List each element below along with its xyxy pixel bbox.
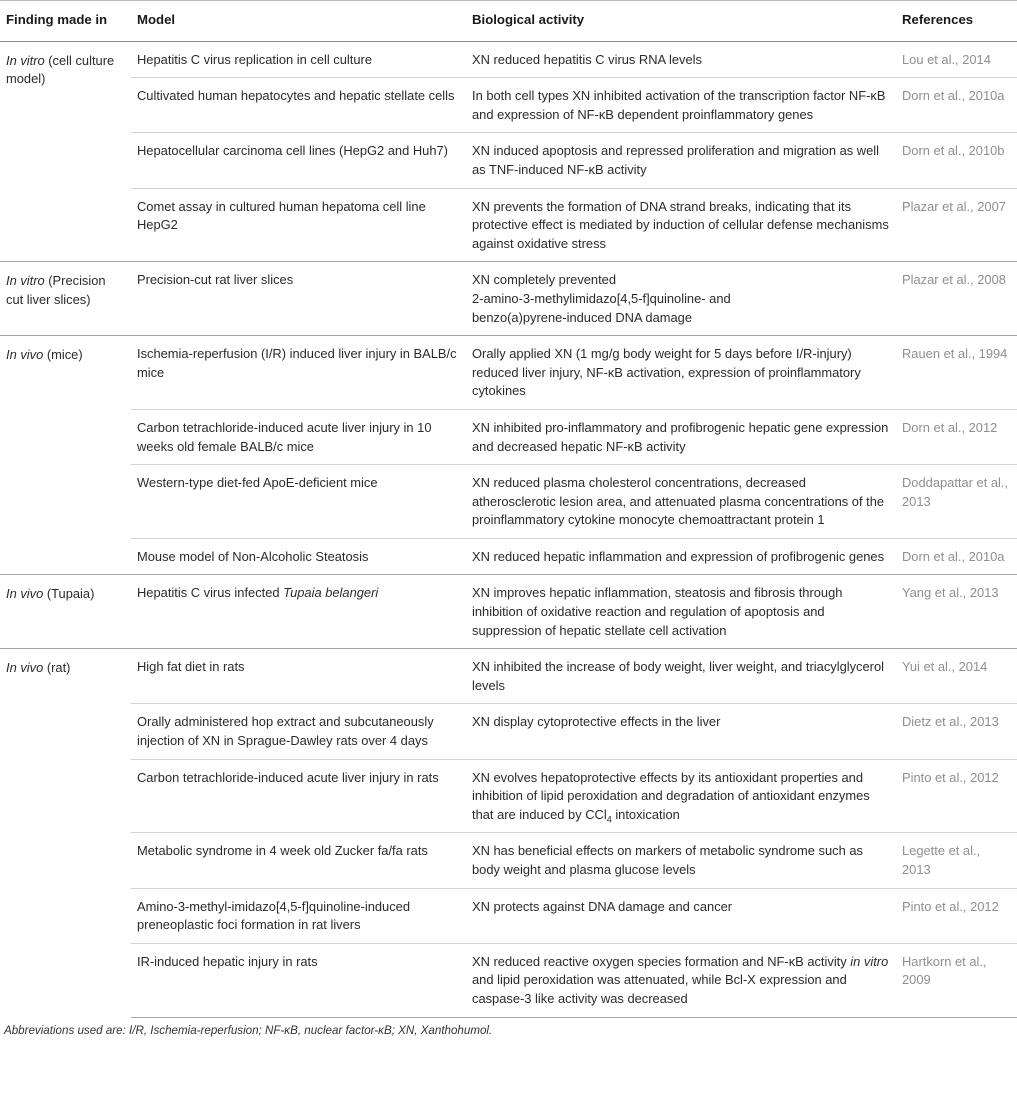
finding-italic: In vitro [6, 52, 45, 68]
reference-cell: Dorn et al., 2010a [896, 78, 1017, 133]
finding-italic: In vivo [6, 660, 44, 676]
reference-cell: Dietz et al., 2013 [896, 704, 1017, 759]
activity-cell: XN reduced plasma cholesterol concentrations, decreased atherosclerotic lesion area, and attenuated plasma concentrations of the proinflammatory cytokine monocyte chemoattractant protein 1 [466, 465, 896, 539]
reference-cell: Lou et al., 2014 [896, 41, 1017, 78]
model-text: Hepatitis C virus infected [137, 585, 284, 601]
activity-cell: XN prevents the formation of DNA strand breaks, indicating that its protective effect is mediated by induction of cellular defense mechanisms against oxidative stress [466, 188, 896, 262]
activity-cell: XN reduced hepatitis C virus RNA levels [466, 41, 896, 78]
reference-cell: Yang et al., 2013 [896, 575, 1017, 649]
finding-rest: (rat) [43, 660, 71, 676]
activity-line: 2-amino-3-methylimidazo[4,5-f]quinoline- and [472, 290, 731, 306]
header-activity: Biological activity [466, 1, 896, 42]
finding-italic: In vivo [6, 347, 44, 363]
model-cell: Hepatitis C virus replication in cell culture [131, 41, 466, 78]
reference-cell: Plazar et al., 2007 [896, 188, 1017, 262]
activity-cell: In both cell types XN inhibited activation of the transcription factor NF-κB and expression of NF-κB dependent proinflammatory genes [466, 78, 896, 133]
finding-rest: (Tupaia) [43, 586, 95, 602]
finding-italic: In vitro [6, 273, 45, 289]
model-cell: Amino-3-methyl-imidazo[4,5-f]quinoline-induced preneoplastic foci formation in rat livers [131, 888, 466, 943]
header-references: References [896, 1, 1017, 42]
model-cell: High fat diet in rats [131, 649, 466, 704]
activity-cell: XN display cytoprotective effects in the liver [466, 704, 896, 759]
finding-cell [0, 41, 131, 262]
activity-cell: XN inhibited pro-inflammatory and profibrogenic hepatic gene expression and decreased hepatic NF-κB activity [466, 409, 896, 464]
activity-line: benzo(a)pyrene-induced DNA damage [472, 309, 692, 325]
activity-cell: XN reduced hepatic inflammation and expression of profibrogenic genes [466, 538, 896, 575]
finding-cell [0, 575, 131, 649]
reference-cell: Dorn et al., 2010b [896, 133, 1017, 188]
activity-text: and lipid peroxidation was attenuated, while Bcl-X expression and caspase-3 like activity was decreased [472, 972, 847, 1006]
reference-cell: Pinto et al., 2012 [896, 759, 1017, 833]
table-row [0, 78, 1017, 133]
subscript: 4 [606, 814, 612, 825]
reference-cell: Pinto et al., 2012 [896, 888, 1017, 943]
finding-rest: (cell culture model) [6, 52, 115, 87]
model-cell: Metabolic syndrome in 4 week old Zucker fa/fa rats [131, 833, 466, 888]
activity-cell: XN protects against DNA damage and cancer [466, 888, 896, 943]
activity-cell: XN has beneficial effects on markers of metabolic syndrome such as body weight and plasma glucose levels [466, 833, 896, 888]
activity-text: intoxication [611, 806, 680, 822]
header-model: Model [131, 1, 466, 42]
activity-cell: XN improves hepatic inflammation, steatosis and fibrosis through inhibition of oxidative reaction and regulation of apoptosis and suppression of hepatic stellate cell activation [466, 575, 896, 649]
model-cell [131, 575, 466, 649]
reference-cell: Yui et al., 2014 [896, 649, 1017, 704]
model-cell: Comet assay in cultured human hepatoma cell line HepG2 [131, 188, 466, 262]
finding-rest: (mice) [43, 347, 83, 363]
activity-cell [466, 759, 896, 833]
model-cell: IR-induced hepatic injury in rats [131, 943, 466, 1017]
reference-cell: Doddapattar et al., 2013 [896, 465, 1017, 539]
table-row [0, 943, 1017, 1017]
reference-cell: Hartkorn et al., 2009 [896, 943, 1017, 1017]
reference-cell: Legette et al., 2013 [896, 833, 1017, 888]
model-cell: Hepatocellular carcinoma cell lines (HepG2 and Huh7) [131, 133, 466, 188]
finding-italic: In vivo [6, 586, 44, 602]
model-cell: Carbon tetrachloride-induced acute liver injury in rats [131, 759, 466, 833]
table-footnote: Abbreviations used are: I/R, Ischemia-reperfusion; NF-κB, nuclear factor-κB; XN, Xanthohumol. [4, 1023, 493, 1037]
finding-cell [0, 336, 131, 575]
activity-cell: Orally applied XN (1 mg/g body weight for 5 days before I/R-injury) reduced liver injury, NF-κB activation, expression of proinflammatory cytokines [466, 336, 896, 410]
activity-cell: XN induced apoptosis and repressed proliferation and migration as well as TNF-induced NF-κB activity [466, 133, 896, 188]
activity-italic: in vitro [850, 953, 889, 969]
model-species: Tupaia belangeri [283, 585, 379, 601]
finding-cell [0, 262, 131, 336]
model-cell: Mouse model of Non-Alcoholic Steatosis [131, 538, 466, 575]
header-finding: Finding made in [0, 1, 131, 42]
activity-cell [466, 943, 896, 1017]
table-row [0, 262, 1017, 336]
table-row [0, 409, 1017, 464]
reference-cell: Plazar et al., 2008 [896, 262, 1017, 336]
finding-cell [0, 649, 131, 1017]
activity-cell [466, 262, 896, 336]
activity-text: XN reduced reactive oxygen species formation and NF-κB activity [472, 953, 851, 969]
model-cell: Cultivated human hepatocytes and hepatic stellate cells [131, 78, 466, 133]
header-row [0, 1, 1017, 42]
activity-cell: XN inhibited the increase of body weight, liver weight, and triacylglycerol levels [466, 649, 896, 704]
table-row [0, 336, 1017, 410]
model-cell: Carbon tetrachloride-induced acute liver injury in 10 weeks old female BALB/c mice [131, 409, 466, 464]
table-row [0, 133, 1017, 188]
table-header [0, 1, 1017, 42]
table-body [0, 41, 1017, 1017]
reference-cell: Rauen et al., 1994 [896, 336, 1017, 410]
table-row [0, 759, 1017, 833]
table-row [0, 704, 1017, 759]
activity-text: XN evolves hepatoprotective effects by its antioxidant properties and inhibition of lipid peroxidation and degradation of antioxidant enzymes that are induced by CCl [472, 769, 870, 822]
table-row [0, 465, 1017, 539]
reference-cell: Dorn et al., 2012 [896, 409, 1017, 464]
table-row [0, 833, 1017, 888]
reference-cell: Dorn et al., 2010a [896, 538, 1017, 575]
table-row [0, 888, 1017, 943]
table-row [0, 188, 1017, 262]
model-cell: Precision-cut rat liver slices [131, 262, 466, 336]
table-row [0, 41, 1017, 78]
finding-rest: (Precision cut liver slices) [6, 273, 106, 307]
activity-line: XN completely prevented [472, 272, 617, 288]
model-cell: Western-type diet-fed ApoE-deficient mice [131, 465, 466, 539]
table-row [0, 649, 1017, 704]
model-cell: Ischemia-reperfusion (I/R) induced liver injury in BALB/c mice [131, 336, 466, 410]
model-cell: Orally administered hop extract and subcutaneously injection of XN in Sprague-Dawley rats over 4 days [131, 704, 466, 759]
table-row [0, 575, 1017, 649]
table-row [0, 538, 1017, 575]
